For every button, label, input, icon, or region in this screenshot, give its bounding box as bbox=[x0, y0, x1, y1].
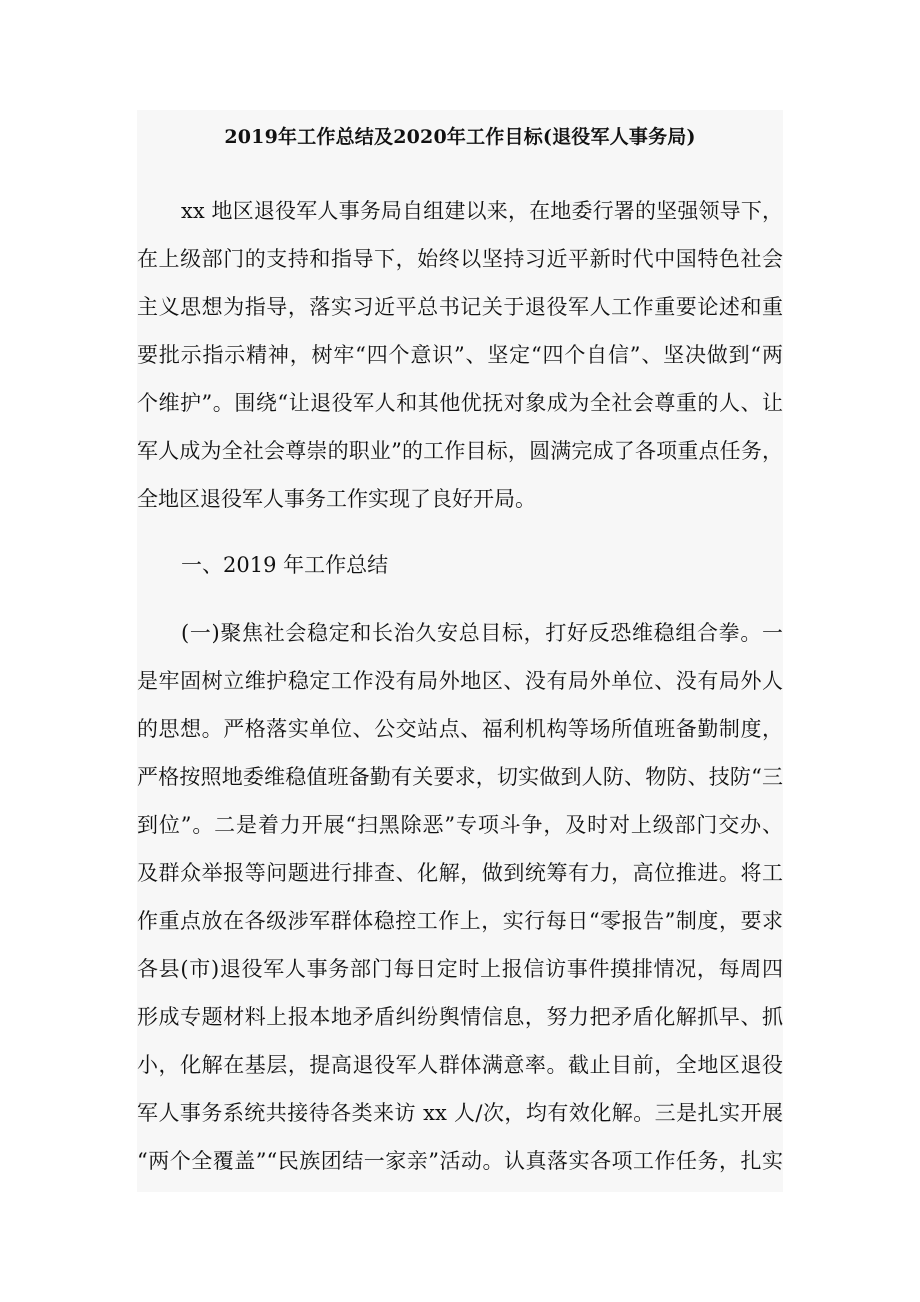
paragraph-line: 的思想。严格落实单位、公交站点、福利机构等场所值班备勤制度， bbox=[137, 717, 783, 741]
paragraph-line: 作重点放在各级涉军群体稳控工作上，实行每日“零报告”制度，要求 bbox=[137, 909, 783, 933]
paragraph-line: 个维护”。围绕“让退役军人和其他优抚对象成为全社会尊重的人、让 bbox=[137, 391, 783, 415]
paragraph-line: 要批示指示精神，树牢“四个意识”、坚定“四个自信”、坚决做到“两 bbox=[137, 343, 783, 367]
paragraph-line: “两个全覆盖”“民族团结一家亲”活动。认真落实各项工作任务，扎实 bbox=[137, 1149, 783, 1173]
paragraph-line: 军人成为全社会尊崇的职业”的工作目标，圆满完成了各项重点任务， bbox=[137, 439, 783, 463]
paragraph-line: 严格按照地委维稳值班备勤有关要求，切实做到人防、物防、技防“三 bbox=[137, 765, 783, 789]
paragraph-line: 到位”。二是着力开展“扫黑除恶”专项斗争，及时对上级部门交办、 bbox=[137, 813, 783, 837]
paragraph-line: 形成专题材料上报本地矛盾纠纷舆情信息，努力把矛盾化解抓早、抓 bbox=[137, 1005, 783, 1029]
paragraph-line: 小，化解在基层，提高退役军人群体满意率。截止目前，全地区退役 bbox=[137, 1053, 783, 1077]
paragraph-line: (一)聚焦社会稳定和长治久安总目标，打好反恐维稳组合拳。一 bbox=[181, 621, 783, 645]
paragraph-line: 及群众举报等问题进行排查、化解，做到统筹有力，高位推进。将工 bbox=[137, 861, 783, 885]
paragraph-line: 全地区退役军人事务工作实现了良好开局。 bbox=[137, 487, 536, 511]
document-page bbox=[137, 110, 783, 1192]
paragraph-line: 是牢固树立维护稳定工作没有局外地区、没有局外单位、没有局外人 bbox=[137, 669, 783, 693]
paragraph-line: 军人事务系统共接待各类来访 xx 人/次，均有效化解。三是扎实开展 bbox=[137, 1101, 783, 1125]
paragraph-line: 在上级部门的支持和指导下，始终以坚持习近平新时代中国特色社会 bbox=[137, 247, 783, 271]
paragraph-line: xx 地区退役军人事务局自组建以来，在地委行署的坚强领导下， bbox=[181, 199, 783, 223]
paragraph-line: 主义思想为指导，落实习近平总书记关于退役军人工作重要论述和重 bbox=[137, 295, 783, 319]
section-heading: 一、2019 年工作总结 bbox=[181, 553, 389, 577]
paragraph-line: 各县(市)退役军人事务部门每日定时上报信访事件摸排情况，每周四 bbox=[137, 957, 783, 981]
document-title: 2019年工作总结及2020年工作目标(退役军人事务局) bbox=[224, 126, 696, 148]
